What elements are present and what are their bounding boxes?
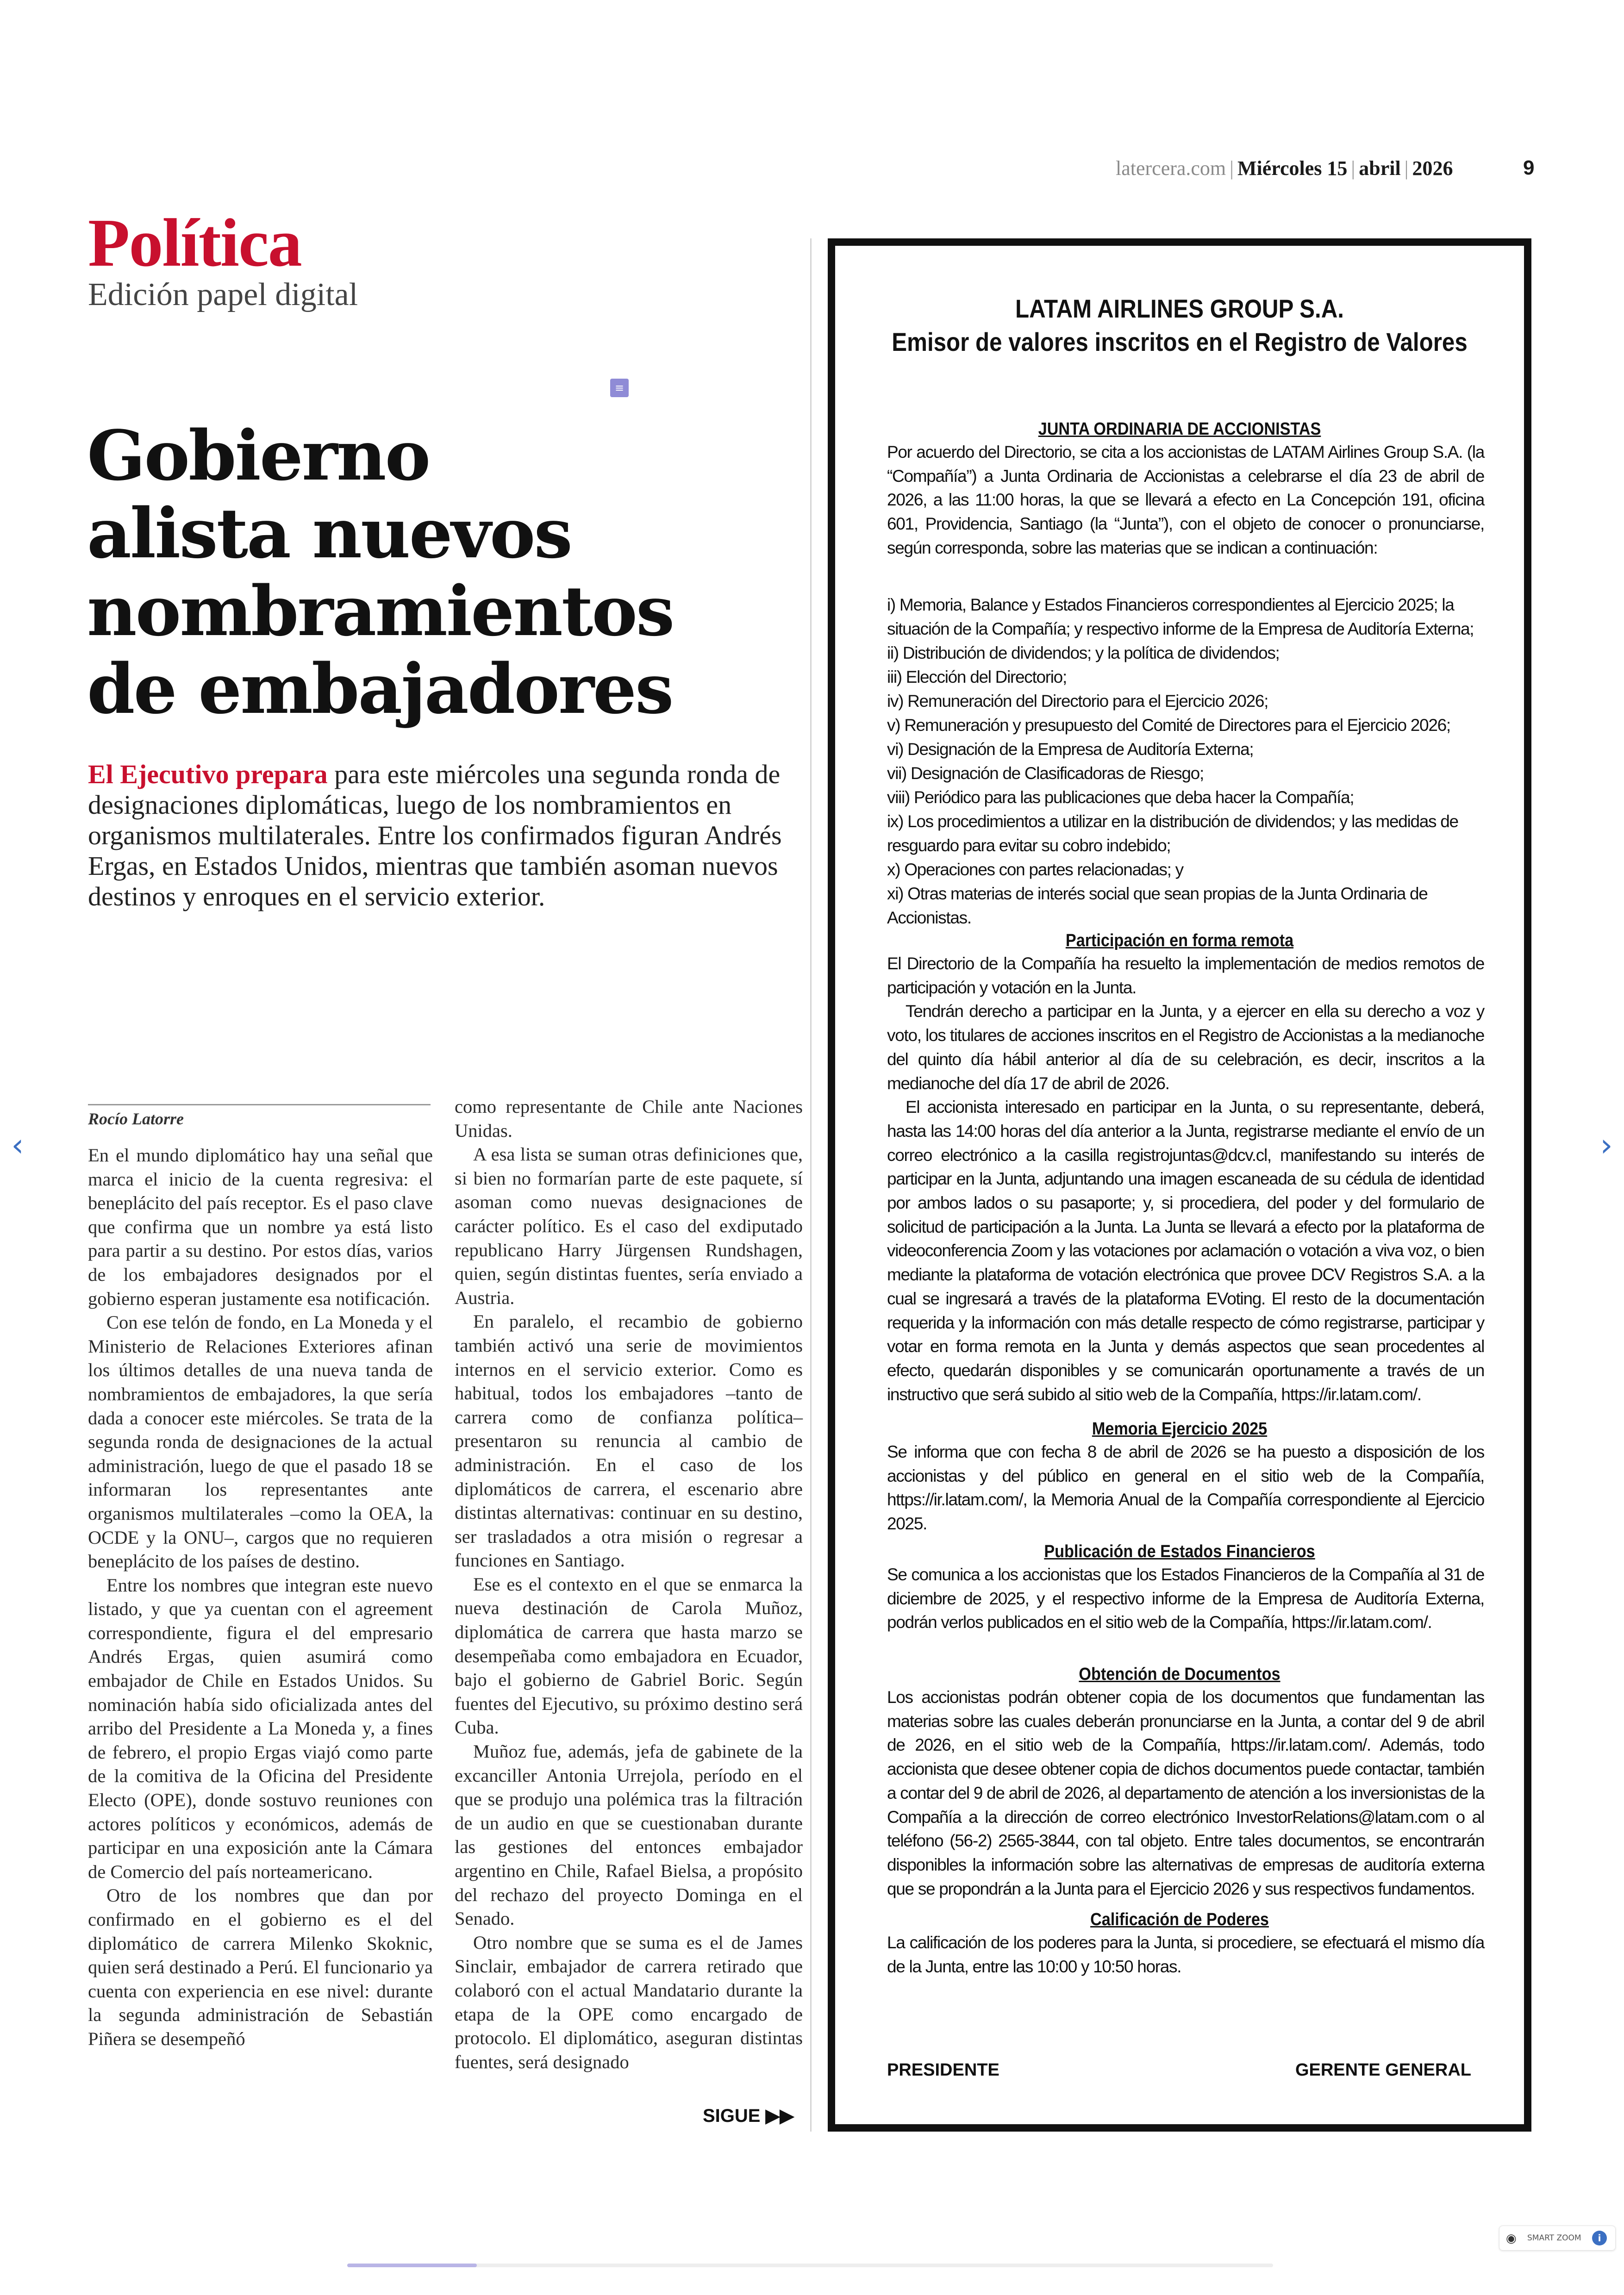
section-title: Política (88, 205, 301, 281)
page-scrollbar-thumb[interactable] (347, 2264, 477, 2267)
ad-heading-estados: Publicación de Estados Financieros (1044, 1542, 1315, 1561)
ad-junta-text: Por acuerdo del Directorio, se cita a los accionistas de LATAM Airlines Group S.A. (la “Compañía”) a Junta Ordinaria de Accionistas a celebrarse el día 23 de abril de 2026, a las 11:00 horas, la que se llevará a efecto en La Concepción 191, oficina 601, Providencia, Santiago (la “Junta”), con el objeto de conocer o pronunciarse, según corresponda, sobre las materias que se indican a continuación: (887, 443, 1484, 557)
paragraph: En el mundo diplomático hay una señal que marca el inicio de la cuenta regresiva: el beneplácito del país receptor. Es el paso clave que confirma que un nombre ya está listo para partir a su destino. Por estos días, varios de los embajadores designados por el gobierno esperan justamente esa notificación. (88, 1145, 433, 1309)
agenda-item: vii) Designación de Clasificadoras de Riesgo; (887, 764, 1204, 783)
ad-company: LATAM AIRLINES GROUP S.A. (1015, 294, 1344, 323)
smart-zoom-button[interactable] (1499, 2226, 1616, 2251)
headline-line: alista nuevos (87, 493, 571, 574)
ad-heading-documentos: Obtención de Documentos (1079, 1665, 1280, 1684)
ad-remota-text (887, 952, 1484, 1406)
paragraph: En paralelo, el recambio de gobierno también activó una serie de movimientos internos en el servicio exterior. Como es habitual, todos los embajadores –tanto de carrera como de confianza política– presentaron su renuncia al cambio de administración. En el caso de los diplomáticos de carrera, el escenario abre distintas alternativas: continuar en su destino, ser trasladados a otra misión o regresar a funciones en Santiago. (455, 1311, 803, 1571)
paragraph: Tendrán derecho a participar en la Junta, y a ejercer en ella su derecho a voz y voto, los titulares de acciones inscritos en el Registro de Accionistas a la medianoche del quinto día hábil anterior al día de su celebración, es decir, inscritos a la medianoche del día 17 de abril de 2026. (887, 1002, 1484, 1093)
paragraph: Entre los nombres que integran este nuevo listado, y que ya cuentan con el agreement correspondiente, figura el del empresario Andrés Ergas, quien asumirá como embajador de Chile en Estados Unidos. Su nominación había sido oficializada antes del arribo del Presidente a La Moneda y, a fines de febrero, el propio Ergas viajó como parte de la comitiva de la Oficina del Presidente Electo (OPE), donde sostuvo reuniones con actores políticos y económicos, además de participar en una exposición ante la Cámara de Comercio del país norteamericano. (88, 1574, 433, 1882)
paragraph: Ese es el contexto en el que se enmarca la nueva destinación de Carola Muñoz, diplomática de carrera que hasta marzo se desempeñaba como embajadora en Ecuador, bajo el gobierno de Gabriel Boric. Según fuentes del Ejecutivo, su próximo destino será Cuba. (455, 1573, 803, 1738)
headline-line: de embajadores (87, 649, 673, 729)
info-icon[interactable]: i (1592, 2231, 1607, 2245)
ad-subtitle: Emisor de valores inscritos en el Registro de Valores (892, 327, 1468, 356)
paragraph: El Directorio de la Compañía ha resuelto la implementación de medios remotos de participación y votación en la Junta. (887, 954, 1484, 997)
agenda-item: iii) Elección del Directorio; (887, 667, 1067, 686)
agenda-item: ix) Los procedimientos a utilizar en la distribución de dividendos; y las medidas de resguardo para evitar su cobro indebido; (887, 812, 1458, 855)
smart-zoom-label: SMART ZOOM (1527, 2233, 1581, 2243)
agenda-item: i) Memoria, Balance y Estados Financieros correspondientes al Ejercicio 2025; la situación de la Compañía; y respectivo informe de la Empresa de Auditoría Externa; (887, 595, 1474, 638)
edition-label: Edición papel digital (88, 277, 358, 312)
paragraph: Con ese telón de fondo, en La Moneda y el Ministerio de Relaciones Exteriores afinan los últimos detalles de una nueva tanda de nombramientos de embajadores, la que sería dada a conocer este miércoles. Se trata de la segunda ronda de designaciones de la actual administración, luego de que el pasado 18 se informaran los representantes ante organismos multilaterales –como la OEA, la OCDE y la ONU–, cargos que no requieren beneplácito de los países de destino. (88, 1312, 433, 1572)
paragraph: como representante de Chile ante Naciones Unidas. (455, 1096, 803, 1141)
headline-line: nombramientos (87, 571, 674, 651)
agenda-item: v) Remuneración y presupuesto del Comité de Directores para el Ejercicio 2026; (887, 716, 1450, 735)
next-page-icon[interactable]: › (1600, 1127, 1613, 1164)
paragraph: Otro de los nombres que dan por confirmado en el gobierno es el del diplomático de carrera Milenko Skoknic, quien será destinado a Perú. El funcionario ya cuenta con experiencia en ese nivel: durante la segunda administración de Sebastián Piñera se desempeñó (88, 1885, 433, 2049)
lede (88, 759, 806, 917)
ad-heading-poderes: Calificación de Poderes (1090, 1910, 1269, 1929)
headline (87, 417, 809, 741)
signature-gerente: GERENTE GENERAL (1295, 2060, 1471, 2080)
page-number: 9 (1523, 156, 1535, 179)
agenda-item: xi) Otras materias de interés social que sean propias de la Junta Ordinaria de Accionistas. (887, 884, 1428, 927)
agenda-item: iv) Remuneración del Directorio para el Ejercicio 2026; (887, 692, 1268, 711)
article-column-1 (88, 1143, 433, 2139)
agenda-item: vi) Designación de la Empresa de Auditoría Externa; (887, 740, 1254, 759)
ad-heading-junta: JUNTA ORDINARIA DE ACCIONISTAS (1038, 419, 1321, 439)
paragraph: Muñoz fue, además, jefa de gabinete de la excanciller Antonia Urrejola, período en el que se produjo una polémica tras la filtración de un audio en que se cuestionaban durante las gestiones del entonces embajador argentino en Chile, Rafael Bielsa, a propósito del rechazo del proyecto Dominga en el Senado. (455, 1741, 803, 1929)
date-year: 2026 (1412, 157, 1453, 180)
date-month: abril (1359, 157, 1401, 180)
ad-estados-text: Se comunica a los accionistas que los Estados Financieros de la Compañía al 31 de diciembre de 2025, y el respectivo informe de la Empresa de Auditoría Externa, podrán verlos publicados en el sitio web de la Compañía, https://ir.latam.com/. (887, 1565, 1484, 1632)
agenda-item: x) Operaciones con partes relacionadas; y (887, 860, 1183, 879)
paragraph: Otro nombre que se suma es el de James Sinclair, embajador de carrera retirado que colaboró con el actual Mandatario durante la etapa de la OPE como encargado de protocolo. El diplomático, aseguran distintas fuentes, será designado (455, 1932, 803, 2072)
legal-notice-ad (828, 238, 1531, 2132)
eye-icon: ◉ (1506, 2232, 1517, 2245)
paragraph: A esa lista se suman otras definiciones que, si bien no formarían parte de este paquete, sí asoman como nuevas designaciones de carácter político. Es el caso del exdiputado republicano Harry Jürgensen Rundshagen, quien, según distintas fuentes, sería enviado a Austria. (455, 1144, 803, 1308)
article-tag-icon[interactable]: ≡ (610, 379, 629, 397)
prev-page-icon[interactable]: ‹ (11, 1127, 24, 1164)
ad-poderes-text: La calificación de los poderes para la Junta, si procediere, se efectuará el mismo día de la Junta, entre las 10:00 y 10:50 horas. (887, 1933, 1484, 1976)
signature-presidente: PRESIDENTE (887, 2060, 999, 2080)
page-header: latercera.com | Miércoles 15 | abril | 2026 9 (1116, 156, 1535, 180)
site-name: latercera.com (1116, 157, 1226, 180)
ad-memoria-text: Se informa que con fecha 8 de abril de 2026 se ha puesto a disposición de los accionistas y del público en general en el sitio web de la Compañía, https://ir.latam.com/, la Memoria Anual de la Compañía correspondiente al Ejercicio 2025. (887, 1442, 1484, 1534)
agenda-item: ii) Distribución de dividendos; y la política de dividendos; (887, 643, 1280, 662)
column-divider (810, 238, 812, 2132)
agenda-item: viii) Periódico para las publicaciones que deba hacer la Compañía; (887, 788, 1354, 807)
lede-kicker: El Ejecutivo prepara (88, 759, 328, 789)
date-day: Miércoles 15 (1237, 157, 1348, 180)
ad-heading-remota: Participación en forma remota (1065, 931, 1294, 950)
ad-documentos-text: Los accionistas podrán obtener copia de los documentos que fundamentan las materias sobre las cuales deberán pronunciarse en la Junta, a contar del 9 de abril de 2026, en el sitio web de la Compañía, https://ir.latam.com/. Además, todo accionista que desee obtener copia de dichos documentos puede contactar, también a contar del 9 de abril de 2026, al departamento de atención a los inversionistas de la Compañía a la dirección de correo electrónico InvestorRelations@latam.com o al teléfono (56-2) 2565-3844, con tal objeto. Entre tales documentos, se encontrarán disponibles la información sobre las alternativas de empresas de auditoría externa que se propondrán a la Junta para el Ejercicio 2026 y sus respectivos fundamentos. (887, 1688, 1484, 1898)
page-scrollbar[interactable] (347, 2264, 1273, 2267)
article-column-2 (455, 1095, 803, 2113)
headline-line: Gobierno (87, 415, 430, 496)
lede-text: para este miércoles una segunda ronda de designaciones diplomáticas, luego de los nombramientos en organismos multilaterales. Entre los confirmados figuran Andrés Ergas, en Estados Unidos, mientras que también asoman nuevos destinos y enroques en el servicio exterior. (88, 759, 782, 911)
paragraph: El accionista interesado en participar en la Junta, o su representante, deberá, hasta las 14:00 horas del día anterior a la Junta, registrarse mediante el envío de un correo electrónico a la casilla registrojuntas@dcv.cl, manifestando su interés de participar en la Junta, adjuntando una imagen escaneada de su cédula de identidad por ambos lados o su pasaporte; y, si procediera, del poder y del formulario de solicitud de participación a la Junta. La Junta se llevará a efecto por la plataforma de videoconferencia Zoom y las votaciones por aclamación o votación a viva voz, o bien mediante la plataforma de votación electrónica que provee DCV Registros S.A. a la cual se ingresará a través de la plataforma EVoting. El resto de la documentación requerida y la información con más detalle respecto de cómo registrarse, participar y votar en forma remota en la Junta y demás aspectos que sean procedentes al efecto, quedarán disponibles y se comunicarán oportunamente a través de un instructivo que será subido al sitio web de la Compañía, https://ir.latam.com/. (887, 1098, 1484, 1404)
ad-heading-memoria: Memoria Ejercicio 2025 (1092, 1419, 1268, 1439)
continue-label: SIGUE ▶▶ (703, 2106, 794, 2126)
ad-agenda-list (887, 593, 1484, 930)
byline: Rocío Latorre (88, 1104, 431, 1135)
